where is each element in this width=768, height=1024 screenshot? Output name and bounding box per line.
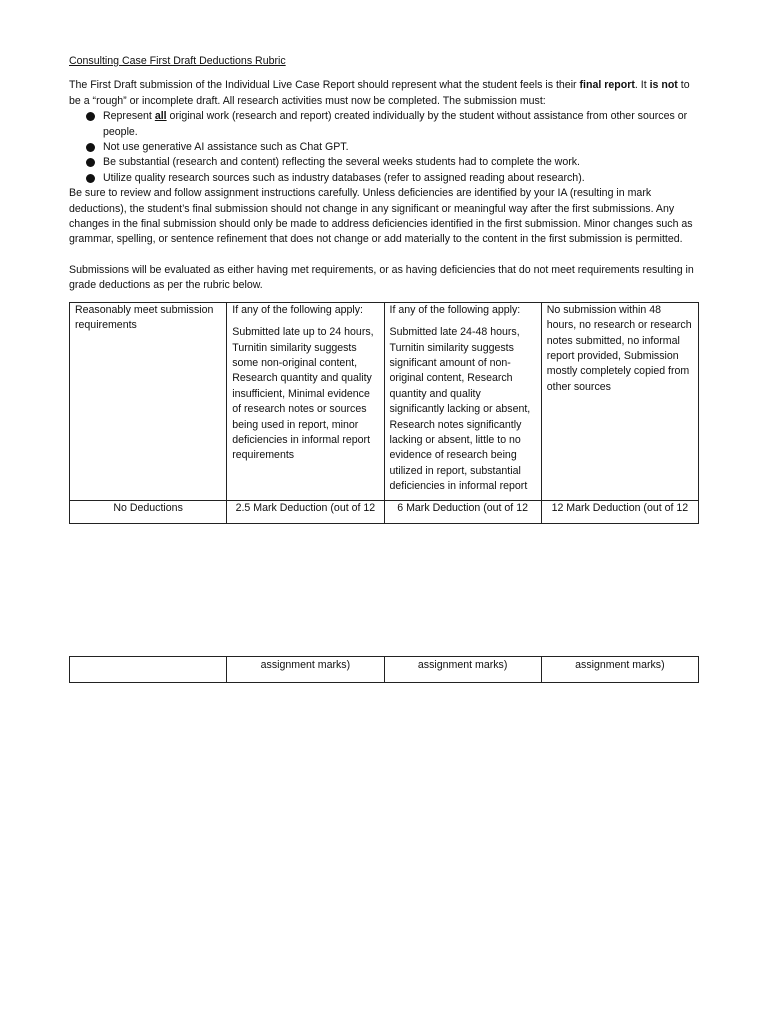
continuation-cell <box>70 657 227 683</box>
cell-lead: No submission within 48 hours, no research or research notes submitted, no informal report provided, Submission mostly completely copied from other sources <box>546 303 692 393</box>
deduction-cell: 2.5 Mark Deduction (out of 12 <box>227 500 384 523</box>
intro-paragraph <box>69 78 701 109</box>
req-text: Be substantial (research and content) reflecting the several weeks students had to complete the work. <box>103 156 580 169</box>
req-text: original work (research and report) created individually by the student without assistance from other sources or people. <box>103 110 688 138</box>
table-row <box>70 500 699 523</box>
instructions-paragraph: Be sure to review and follow assignment instructions carefully. Unless deficiencies are identified by your IA (resulting in mark deductions), the student’s final submission should not change in any significant or meaningful way after the first submissions. Any changes in the final submission should only be made to address deficiencies identified in the first submission. Minor changes such as grammar, spelling, or sentence refinement that does not change or add materially to the content in the first submission is permitted. <box>69 187 693 246</box>
rubric-table <box>69 302 699 524</box>
table-row <box>70 657 699 683</box>
continuation-cell: assignment marks) <box>541 657 698 683</box>
intro-text-3: to be a “rough” or incomplete draft. All research activities must now be completed. The submission must: <box>69 79 690 107</box>
deduction-cell: 6 Mark Deduction (out of 12 <box>384 500 541 523</box>
document-title: Consulting Case First Draft Deductions Rubric <box>69 55 286 67</box>
cell-lead: If any of the following apply: <box>389 303 521 316</box>
intro-bold-final-report: final report <box>579 79 635 92</box>
cell-body: Submitted late 24-48 hours, Turnitin similarity suggests significant amount of non-original content, Research quantity and quality significantly lacking or absent, Research notes significantly lacking or absent, little to no evidence of research being utilized in report, substantial deficiencies in informal report <box>389 326 531 493</box>
rubric-cell-meets <box>70 302 227 500</box>
req-text: Not use generative AI assistance such as Chat GPT. <box>103 141 349 154</box>
rubric-table-continued <box>69 656 699 683</box>
cell-lead: Reasonably meet submission requirements <box>75 303 214 332</box>
intro-text-2: . It <box>634 79 650 92</box>
deduction-cell: 12 Mark Deduction (out of 12 <box>541 500 698 523</box>
cell-lead: If any of the following apply: <box>232 303 363 316</box>
intro-bold-is-not: is not <box>649 79 678 92</box>
list-item <box>103 109 701 140</box>
continuation-cell: assignment marks) <box>384 657 541 683</box>
req-text: Represent <box>103 110 155 123</box>
list-item <box>103 140 701 155</box>
evaluation-paragraph: Submissions will be evaluated as either having met requirements, or as having deficiencies that do not meet requirements resulting in grade deductions as per the rubric below. <box>69 263 694 292</box>
document-page <box>69 54 701 524</box>
req-text: Utilize quality research sources such as industry databases (refer to assigned reading about research). <box>103 171 585 184</box>
req-emphasis: all <box>154 110 167 123</box>
rubric-cell-none <box>541 302 698 500</box>
table-row <box>70 302 699 500</box>
deduction-cell: No Deductions <box>70 500 227 523</box>
continuation-cell: assignment marks) <box>227 657 384 683</box>
rubric-cell-substantial <box>384 302 541 500</box>
requirements-list <box>69 109 701 186</box>
cell-body: Submitted late up to 24 hours, Turnitin similarity suggests some non-original content, Research quantity and quality insufficient, Minimal evidence of research notes or sources being used in report, minor deficiencies in informal report requirements <box>232 326 374 462</box>
spacer <box>69 248 701 263</box>
list-item <box>103 171 701 186</box>
intro-text-1: The First Draft submission of the Individual Live Case Report should represent what the student feels is their <box>69 79 580 92</box>
list-item <box>103 155 701 170</box>
rubric-cell-minor <box>227 302 384 500</box>
